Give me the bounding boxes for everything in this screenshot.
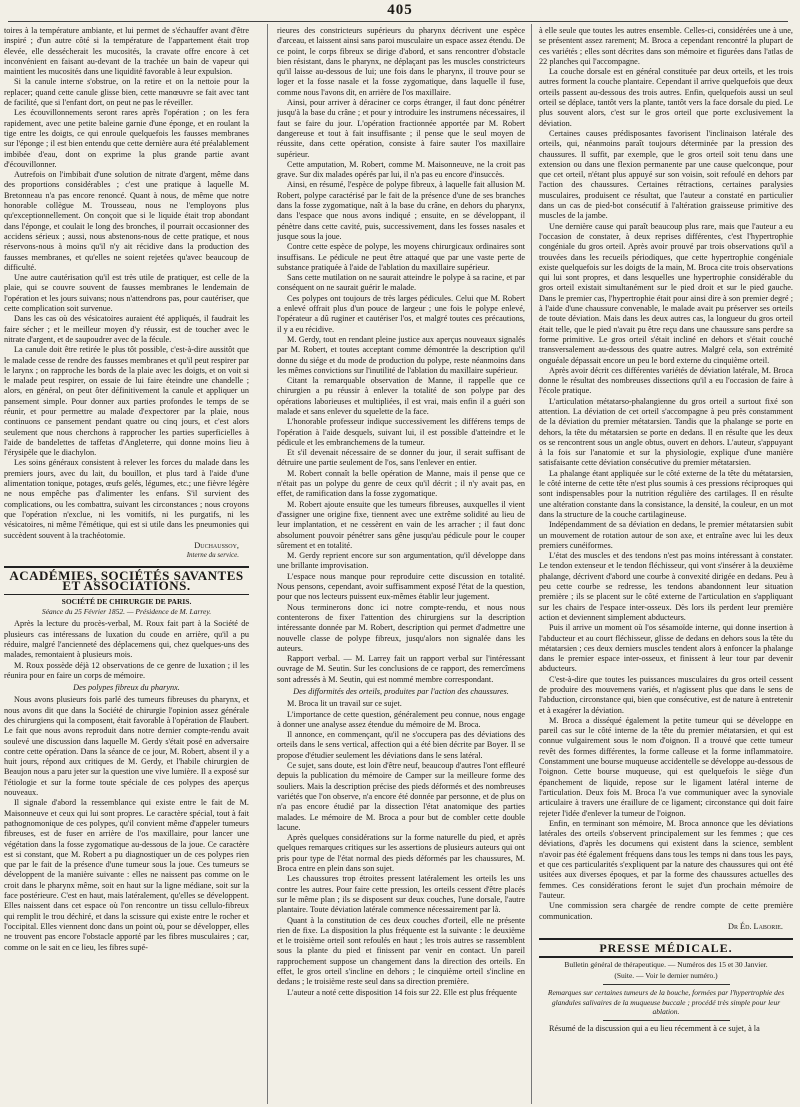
paragraph: M. Roux possède déjà 12 observations de ce genre de luxation ; il les réunira pour en faire un corps de mémoire. (4, 660, 249, 680)
signature-name: Duchaussoy, (194, 540, 239, 550)
column-2 (277, 26, 525, 1104)
paragraph: Nous avons plusieurs fois parlé des tumeurs fibreuses du pharynx, et nous avons dit que dans la Société de chirurgie l'opinion assez générale des chirurgiens qui la composent, était favorable à l'opération de Flaubert. Le fait que nous avons reproduit dans notre dernier compte-rendu avait soulevé une discussion dans laquelle M. Gerdy s'était posé en adversaire contre cette opération. Dans la séance de ce jour, M. Robert, absent il y a huit jours, répond aux critiques de M. Gerdy, et l'habile chirurgien de Beaujon nous a paru jeter sur la question une vive lumière. Il a exposé sur l'étiologie et sur la forme toute spéciale de ces polypes des aperçus nouveaux. (4, 695, 249, 798)
divider (603, 984, 730, 985)
paragraph: Il signale d'abord la ressemblance qui existe entre le fait de M. Maisonneuve et ceux qui lui sont propres. Le caractère spécial, tout à fait pathognomonique de ces polypes, qu'il convient même d'appeler tumeurs fibreuses, est de fuser en arrière de l'os maxillaire, pour lancer une végétation dans la fosse zygomatique au-dessous de la joue. Ce caractère est si constant, que M. Robert a pu diagnostiquer un de ces polypes rien que par le fait de la présence d'une tumeur sous la joue. Ces tumeurs se développent de la manière suivante : elles ne naissent pas comme on le croit dans le pharynx même, soit en haut sur la ligne médiane, soit sur la face postérieure. C'est en haut, mais latéralement, qu'elles se développent. Elles naissent dans cet espace où l'on rencontre un tissu cellulo-fibreux qui remplit le trou déchiré, et dans la scissure qui existe entre le rocher et l'occipital. Elles viennent donc dans un point où, pour se développer, elles ne trouvent pas encore l'obstacle apporté par les fibres musculaires ; car, comme on le sait en ce lieu, les fibres supé- (4, 798, 249, 952)
paragraph: Ainsi, en résumé, l'espèce de polype fibreux, à laquelle fait allusion M. Robert, polype caractérisé par le fait de la présence d'une de ses branches dans la fosse zygomatique, naît à la base du crâne, en dehors du pharynx, dans l'espace que nous avons indiqué ; ensuite, en se développant, il pénètre dans cette cavité, puis, successivement, dans les fosses nasales et jusque sous la joue. (277, 180, 525, 241)
paragraph: L'état des muscles et des tendons n'est pas moins intéressant à constater. Le tendon extenseur et le tendon fléchisseur, qui vont s'insérer à la deuxième phalange, décrivent d'abord une courbe à convexité dirigée en dedans. Peu à peu cette courbe se redresse, les tendons abandonnent leur situation première ; ils se placent sur le côté externe de l'articulation en s'appliquant sur les chairs de l'espace inter-osseux. Dès lors ils perdent leur première action et deviennent simplement abducteurs. (539, 551, 793, 622)
paragraph: L'articulation métatarso-phalangienne du gros orteil a surtout fixé son attention. La déviation de cet orteil s'accompagne à peu près constamment de la déviation du premier métatarsien. Tandis que la phalange se porte en dehors, la tête du métatarsien se porte en dedans. Il en résulte que les deux os se rencontrent sous un angle obtus, ouvert en dehors. L'auteur, s'appuyant à la fois sur l'anatomie et sur la physiologie, explique d'une manière satisfaisante cette déviation consécutive du premier métatarsien. (539, 396, 793, 468)
top-rule (8, 21, 788, 22)
paragraph: Citant la remarquable observation de Manne, il rappelle que ce chirurgien a pu réussir à enlever la totalité de son polype par des opérations laborieuses et multipliées, il est vrai, mais enfin il a guéri son malade et sans enlever du squelette de la face. (277, 376, 525, 416)
paragraph: Rapport verbal. — M. Larrey fait un rapport verbal sur l'intéressant ouvrage de M. Seutin. Sur les conclusions de ce rapport, des remercîmens sont adressés à M. Seutin, qui est nommé membre correspondant. (277, 654, 525, 684)
paragraph: Si la canule interne s'obstrue, on la retire et on la nettoie pour la replacer; quand cette canule glisse bien, cette manœuvre se fait avec tant de facilité, que si l'enfant dort, on peut ne pas le réveiller. (4, 77, 249, 108)
divider (603, 1020, 730, 1021)
paragraph: Une dernière cause qui paraît beaucoup plus rare, mais que l'auteur a eu l'occasion de constater, à deux reprises différentes, c'est l'hypertrophie congéniale du gros orteil. Après avoir prouvé par trois observations qu'il a trouvées dans les recueils périodiques, que cette hypertrophie congéniale existe quelquefois sur les doigts de la main, M. Broca cite trois observations qui lui sont propres, et dans lesquelles une hypertrophie considérable du gros orteil existait simultanément sur le pied droit et sur le pied gauche. Dans le premier cas, l'hypertrophie était pour ainsi dire à son premier degré ; à l'aide d'une chaussure convenable, le malade avait pu préserver ses orteils de toute déviation. Mais dans les deux autres cas, la longueur du gros orteil était telle, que le pied n'avait pu être reçu dans une chaussure sans perdre sa forme primitive. Le gros orteil s'était incliné en dehors et s'était couché transversalement au-dessous des quatre autres. Malgré cela, son extrémité onguéale dépassait encore un peu le bord externe du cinquième orteil. (539, 221, 793, 365)
paragraph: Puis il arrive un moment où l'os sésamoïde interne, qui donne insertion à l'abducteur et au court fléchisseur, glisse de dedans en dehors sous la tête du métatarsien ; ces deux derniers muscles tendent alors à enfoncer la phalange dans le premier espace inter-osseux, et finissent à leur tour par devenir abducteurs. (539, 623, 793, 674)
paragraph: L'honorable professeur indique successivement les différens temps de l'opération à l'aide desquels, suivant lui, il est possible d'atteindre et le pédicule et les embranchemens de la tumeur. (277, 417, 525, 447)
paragraph: C'est-à-dire que toutes les puissances musculaires du gros orteil cessent de produire des mouvemens variés, et n'agissent plus que dans le sens de l'abduction, circonstance qui, bien que consécutive, est de nature à entretenir et à exagérer la déviation. (539, 674, 793, 715)
bulletin-blurb: Remarques sur certaines tumeurs de la bouche, formées par l'hypertrophie des glandules salivaires de la muqueuse buccale ; procédé très simple pour leur ablation. (547, 988, 785, 1017)
paragraph: M. Broca a disséqué également la petite tumeur qui se développe en pareil cas sur le côté interne de la tête du premier métatarsien, et qui est connue vulgairement sous le nom d'oignon. Il a trouvé que cette tumeur revêt des formes différentes, la forme calleuse et la forme inflammatoire. Constamment une bourse muqueuse accidentelle se développe au-dessous de l'oignon. Cette bourse muqueuse, qui est quelquefois le siège d'un épanchement de liquide, repose sur le ligament latéral interne de l'articulation. Deux fois M. Broca l'a vue communiquer avec la synoviale articulaire à travers une éraillure de ce ligament; circonstance qui doit faire rejeter l'idée d'enlever la tumeur de l'oignon. (539, 715, 793, 818)
paragraph: à elle seule que toutes les autres ensemble. Celles-ci, considérées une à une, se présentent assez rarement; M. Broca a cependant rencontré la plupart de ces variétés ; elles sont décrites dans son mémoire et figurées dans l'atlas de 22 planches qui l'accompagne. (539, 26, 793, 66)
bulletin-sub: (Suite. — Voir le dernier numéro.) (614, 970, 718, 980)
signature-title: Interne du service. (186, 551, 239, 560)
paragraph: Nous terminerons donc ici notre compte-rendu, et nous nous contenterons de fixer l'attention des chirurgiens sur la description intéressante donnée par M. Robert, description qui permet d'admettre une nouvelle classe de polype fibreux, jusqu'alors non signalée dans les auteurs. (277, 602, 525, 653)
paragraph: M. Robert connaît la belle opération de Manne, mais il pense que ce n'était pas un polype du genre de ceux qu'il décrit ; il n'y avait pas, en effet, de ramification dans la fosse zygomatique. (277, 468, 525, 499)
paragraph: L'auteur a noté cette disposition 14 fois sur 22. Elle est plus fréquente (287, 987, 517, 997)
paragraph: Indépendamment de sa déviation en dedans, le premier métatarsien subit un mouvement de rotation autour de son axe, et entraîne avec lui les deux premiers cunéiformes. (539, 520, 793, 550)
column-1 (4, 26, 249, 1104)
paragraph: Quant à la constitution de ces deux couches d'orteil, elle ne présente rien de fixe. La disposition la plus fréquente est la suivante : le deuxième et le troisième orteil sont refoulés en haut ; les trois autres se rassemblent sous la plante du pied et finissent par venir en contact. Un pareil rapprochement suppose un changement dans la direction des orteils. En effet, le gros orteil s'incline en dehors ; le cinquième orteil s'incline en dedans ; le troisième reste seul dans sa direction première. (277, 915, 525, 987)
paragraph: Contre cette espèce de polype, les moyens chirurgicaux ordinaires sont insuffisans. Le pédicule ne peut être attaqué que par une vaste perte de substance pratiquée à l'aide de l'ablation du maxillaire supérieur. (277, 242, 525, 272)
paragraph: La phalange étant appliquée sur le côté externe de la tête du métatarsien, le côté interne de cette tête n'est plus soumis à ces pressions réciproques qui sont indispensables pour la nutrition régulière des cartilages. Il en résulte une altération constante dans la consistance, la densité, la couleur, en un mot dans la structure de la couche cartilagineuse. (539, 468, 793, 519)
paragraph: Les soins généraux consistent à relever les forces du malade dans les premiers jours, avec du lait, du bouillon, et plus tard à l'aide d'une alimentation tonique, potages, œufs gelés, légumes, etc.; une fièvre légère ne nous empêche pas d'alimenter les enfans. S'il survient des complications, ou les combattra, suivant les circonstances ; nous croyons que l'opération n'exclue, ni les vomitifs, ni les purgatifs, ni les vésicatoires, ni même l'émétique, qui est si utile dans les pneumonies qui succèdent souvent à la trachéotomie. (4, 458, 249, 540)
paragraph: Sans cette mutilation on ne saurait atteindre le polype à sa racine, et par conséquent on ne saurait guérir le malade. (277, 273, 525, 293)
paragraph: toires à la température ambiante, et lui permet de s'échauffer avant d'être inspiré ; d'un autre côté si la température de l'appartement était trop élevée, elle dessécherait les mucosités, la cravate offre encore à cet inconvénient en faisant au-devant de la trachée un bain de vapeur qui maintient les mucosités dans une liquidité favorable à leur expulsion. (4, 26, 249, 77)
paragraph: Ce sujet, sans doute, est loin d'être neuf, beaucoup d'autres l'ont effleuré depuis la publication du mémoire de Camper sur la meilleure forme des souliers. Mais la description précise des pieds déformés et des nombreuses variétés que l'on observe, n'a encore été donnée par personne, et de plus on n'a pas encore étudié par la dissection l'état anatomique des parties malades. Le mémoire de M. Broca a pour but de combler cette double lacune. (277, 761, 525, 832)
paragraph: Les écouvillonnements seront rares après l'opération ; on les fera rapidement, avec une petite baleine garnie d'une éponge, et en roulant la tige entre les doigts, ce qui enroule quelquefois les fausses membranes sur l'éponge ; il est bien entendu que cette dernière aura été préalablement imbibée d'eau, dont on exprime la plus grande partie avant d'écouvillonner. (4, 108, 249, 169)
paragraph: Certaines causes prédisposantes favorisent l'inclinaison latérale des orteils, qui, néanmoins paraît toujours déterminée par la pression des chaussures. Il suffit, par exemple, que le gros orteil soit tenu dans une extension ou dans une flexion permanente par une cause quelconque, pour que cet orteil, n'étant plus appuyé sur son voisin, soit refoulé en dehors par l'action des chaussures. Certaines rétractions, certaines paralysies musculaires, produisent ce résultat, que l'auteur a constaté en particulier dans un cas de pied-bot consécutif à l'altération graisseuse primitive des muscles de la jambe. (539, 128, 793, 221)
column-divider (531, 24, 532, 1104)
paragraph: Après quelques considérations sur la forme naturelle du pied, et après quelques remarques critiques sur les assertions de plusieurs auteurs qui ont pris pour type de l'état normal des pieds déformés par les chaussures, M. Broca entre en plein dans son sujet. (277, 833, 525, 874)
paragraph: Une autre cautérisation qu'il est très utile de pratiquer, est celle de la plaie, qui se couvre souvent de fausses membranes le lendemain de l'opération et les jours suivans; nous n'attendrons pas, pour cautériser, que cette complication soit survenue. (4, 273, 249, 314)
paragraph: Une commission sera chargée de rendre compte de cette première communication. (539, 901, 793, 921)
paragraph: Enfin, en terminant son mémoire, M. Broca annonce que les déviations latérales des orteils s'observent principalement sur les femmes ; que ces déviations, d'après les documens qui existent dans la science, semblent n'avoir pas été également fréquens dans tous les temps ni dans tous les pays, et que ces particularités s'expliquent par la nature des chaussures qui ont été usitées aux diverses époques, et par la forme des chaussures actuelles des femmes. Ces considérations feront le sujet d'un prochain mémoire de l'auteur. (539, 818, 793, 900)
paragraph: Les chaussures trop étroites pressent latéralement les orteils les uns contre les autres. Pour faire cette pression, les orteils cessent d'être placés sur le même plan ; ils se disposent sur deux couches, l'une dorsale, l'autre plantaire. Toute déviation latérale commence nécessairement par là. (277, 874, 525, 915)
bulletin-line: Bulletin général de thérapeutique. — Numéros des 15 et 30 Janvier. (564, 960, 768, 970)
page-number: 405 (387, 2, 413, 18)
society-title: SOCIÉTÉ DE CHIRURGIE DE PARIS. (61, 596, 192, 606)
section-title: ACADÉMIES, SOCIÉTÉS SAVANTES ET ASSOCIATIONS. (4, 566, 249, 595)
subsection-heading: Des difformités des orteils, produites par l'action des chaussures. (293, 687, 509, 696)
paragraph: M. Gerdy, tout en rendant pleine justice aux aperçus nouveaux signalés par M. Robert, et toutes acceptant comme démontrée la description qu'il donne du siége et du mode de production du polype, reste néanmoins dans les mêmes convictions sur l'inutilité de l'ablation du maxillaire supérieur. (277, 334, 525, 375)
paragraph: Après avoir décrit ces différentes variétés de déviation latérale, M. Broca donne le résultat des nombreuses dissections qu'il a eu l'occasion de faire à l'école pratique. (539, 365, 793, 396)
paragraph: Après la lecture du procès-verbal, M. Roux fait part à la Société de plusieurs cas intéressans de luxation du coude en arrière, qu'il a pu réduire, malgré l'ancienneté des déplacemens qui, chez quelques-uns des malades, remontaient à plusieurs mois. (4, 619, 249, 660)
author-signature: Dr Éd. Laborie. (728, 921, 783, 931)
paragraph: L'importance de cette question, généralement peu connue, nous engage à donner une analyse assez étendue du mémoire de M. Broca. (277, 709, 525, 729)
paragraph: Et s'il devenait nécessaire de se donner du jour, il serait suffisant de détruire une partie seulement de l'os, sans l'enlever en entier. (277, 448, 525, 468)
section-title: PRESSE MÉDICALE. (539, 938, 793, 958)
column-divider (267, 24, 268, 1104)
subsection-heading: Des polypes fibreux du pharynx. (73, 683, 180, 693)
paragraph: Ainsi, pour arriver à déraciner ce corps étranger, il faut donc pénétrer jusqu'à la base du crâne ; et pour y introduire les instrumens nécessaires, il faut se faire du jour. L'opération fractionnée apportée par M. Robert dangereuse et tout à fait insuffisante ; il pense que le seul moyen de réussite, dans cette opération, consiste à faire sauter l'os maxillaire supérieur. (277, 98, 525, 159)
paragraph: Résumé de la discussion qui a eu lieu récemment à ce sujet, à la (549, 1023, 760, 1033)
paragraph: Il annonce, en commençant, qu'il ne s'occupera pas des déviations des orteils dans le sens vertical, affection qui a été bien décrite par Boyer. Il se propose d'étudier seulement les déviations dans le sens latéral. (277, 730, 525, 760)
paragraph: Autrefois on l'imbibait d'une solution de nitrate d'argent, même dans des proportions considérables ; c'est une pratique à laquelle M. Bretonneau n'a pas encore renoncé. Quant à nous, de même que notre honorable collègue M. Trousseau, nous ne l'employons plus qu'exceptionnellement. On conçoit que si le liquide était trop abondant dans l'éponge, et coulait le long des bronches, il pourrait occasionner des accidens sérieux ; aussi, nous abstenons-nous de cette pratique, et nous réservons-nous à moins qu'il n'y ait récidive dans la production des fausses membranes, et qu'elles ne soient rejetées qu'avec beaucoup de difficulté. (4, 170, 249, 272)
paragraph: La canule doit être retirée le plus tôt possible, c'est-à-dire aussitôt que le malade cesse de rendre des fausses membranes et qu'il peut respirer par le larynx ; on rapproche les bords de la plaie avec les doigts, et on voit si le malade peut respirer, on essaie de lui faire éteindre une chandelle ; alors, en général, on peut ôter définitivement la canule et appliquer un pansement simple. Pour donner aux parties profondes le temps de se réunir, et pour permettre au malade d'expectorer par la plaie, nous continuons ce pansement pendant quatre ou cinq jours, et c'est alors seulement que nous cherchons à rapprocher les parties superficielles à l'aide de bandelettes de taffetas d'Angleterre, qui donne moins lieu à l'érysipèle que le diachylon. (4, 345, 249, 458)
paragraph: rieures des constricteurs supérieurs du pharynx décrivent une espèce d'arceau, et laissent ainsi sans paroi musculaire un espace assez étendu. De ce point, le corps fibreux se dirige d'abord, et sans rencontrer d'obstacle bien résistant, dans le pharynx, ne déplaçant pas les muscles constricteurs qu'il laisse au-dessous de lui; une fois dans le pharynx, il trouve pour se loger et la fosse nasale et la fosse zygomatique, dans laquelle il fuse, comme nous l'avons dit, en arrière de l'os maxillaire. (277, 26, 525, 97)
paragraph: La couche dorsale est en général constituée par deux orteils, et les trois autres forment la couche plantaire. Cependant il arrive quelquefois que deux orteils passent au-dessous des trois autres. Enfin, quelquefois aussi un seul orteil se déplace, tantôt vers la plante, tantôt vers la face dorsale du pied. Le plus souvent alors, c'est sur le gros orteil que porte exclusivement la déviation. (539, 67, 793, 128)
paragraph: M. Gerdy reprient encore sur son argumentation, qu'il développe dans une brillante improvisation. (277, 551, 525, 571)
paragraph: Dans les cas où des vésicatoires auraient été appliqués, il faudrait les faire sécher ; et le meilleur moyen d'y réussir, est de toucher avec le nitrate d'argent, et de saupoudrer avec de la fécule. (4, 314, 249, 344)
column-3 (539, 26, 793, 1104)
society-session: Séance du 25 Février 1852. — Présidence de M. Larrey. (41, 607, 212, 617)
paragraph: M. Broca lit un travail sur ce sujet. (287, 699, 402, 709)
paragraph: Cette amputation, M. Robert, comme M. Maisonneuve, ne la croit pas grave. Sur dix malades opérés par lui, il n'a pas eu encore d'insuccès. (277, 159, 525, 180)
paragraph: Ces polypes ont toujours de très larges pédicules. Celui que M. Robert a enlevé offrait plus d'un pouce de largeur ; une fois le polype enlevé, l'opérateur a dû ruginer et cautériser l'os, et malgré toutes ces précautions, il y a eu récidive. (277, 293, 525, 334)
paragraph: L'espace nous manque pour reproduire cette discussion en totalité. Nous pensons, cependant, avoir suffisamment exposé l'état de la question, pour que nos lecteurs puissent eux-mêmes établir leur jugement. (277, 571, 525, 602)
paragraph: M. Robert ajoute ensuite que les tumeurs fibreuses, auxquelles il vient d'assigner une origine fixe, tiennent avec une extrême solidité au lieu de leur implantation, et ne cessèrent en vain de les arracher ; il faut donc absolument pouvoir pénétrer sans gêne jusqu'au pédicule pour le couper sûrement et en totalité. (277, 499, 525, 550)
